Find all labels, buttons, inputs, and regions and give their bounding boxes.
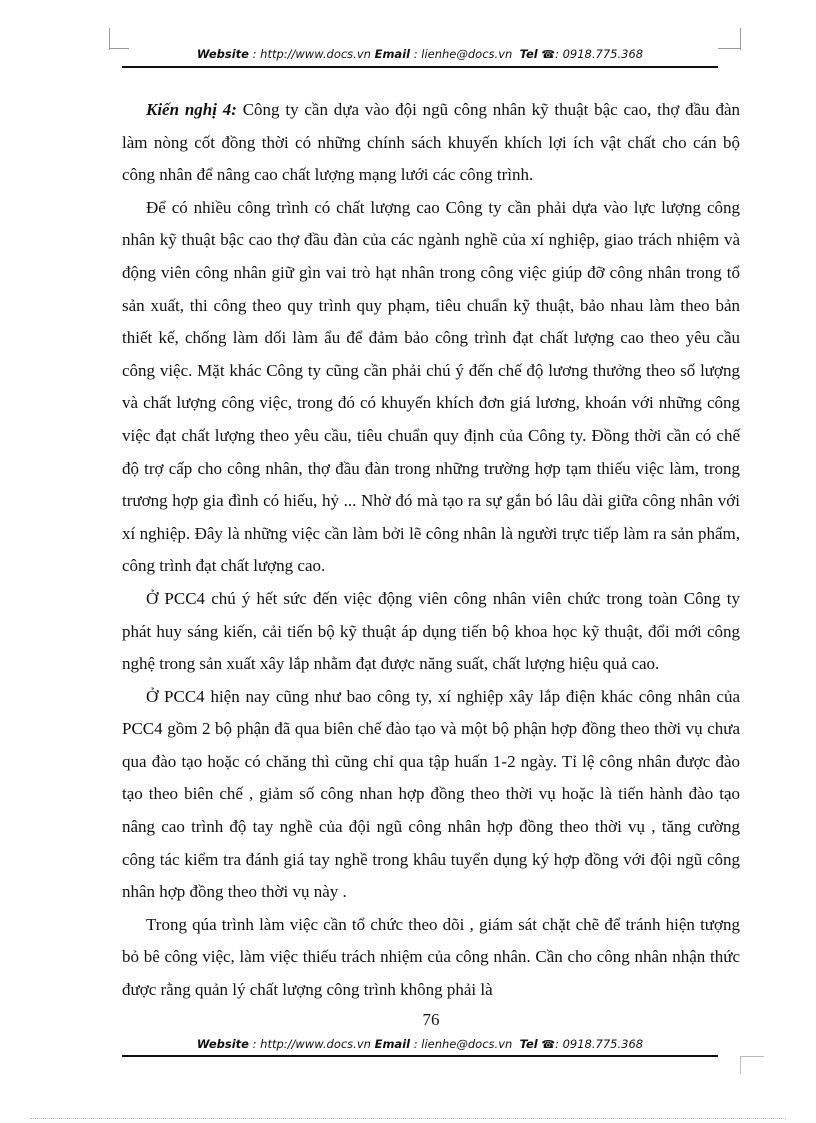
recommendation-heading: Kiến nghị 4: <box>146 100 237 119</box>
header-tel-value: : 0918.775.368 <box>555 47 644 61</box>
telephone-icon: ☎ <box>541 48 556 61</box>
header-email-label: Email <box>374 47 411 61</box>
header-email-sep: : <box>410 47 422 61</box>
page-bottom-edge <box>30 1118 786 1119</box>
page-number: 76 <box>422 1010 440 1029</box>
header-tel-label: Tel <box>519 47 538 61</box>
paragraph-4: Ở PCC4 hiện nay cũng như bao công ty, xí nghiệp xây lắp điện khác công nhân của PCC4 gồm 2 bộ phận đã qua biên chế đào tạo và một bộ phận hợp đồng theo thời vụ chưa qua đào tạo hoặc có chăng thì cũng chỉ qua tập huấn 1-2 ngày. Tỉ lệ công nhân được đào tạo theo biên chế , giảm số công nhan hợp đồng theo thời vụ hoặc là tiến hành đào tạo nâng cao trình độ tay nghề của đội ngũ công nhân hợp đồng theo thời vụ , tăng cường công tác kiểm tra đánh giá tay nghề trong khâu tuyển dụng ký hợp đồng với đội ngũ công nhân hợp đồng theo thời vụ này . <box>122 686 740 902</box>
footer-website-sep: : <box>248 1037 261 1051</box>
footer-website-label: Website <box>196 1037 249 1051</box>
footer-telephone-icon: ☎ <box>541 1038 556 1051</box>
header-email-value: lienhe@docs.vn <box>421 47 513 61</box>
footer-tel-label: Tel <box>519 1037 538 1051</box>
crop-mark-top-left <box>109 28 110 50</box>
paragraph-5: Trong qúa trình làm việc cần tổ chức theo dõi , giám sát chặt chẽ để tránh hiện tượng bỏ bê công việc, làm việc thiếu trách nhiệm của công nhân. Cần cho công nhân nhận thức được rằng quản lý chất lượng công trình không phải là <box>122 914 740 1000</box>
header-website-url: http://www.docs.vn <box>260 47 371 61</box>
footer-website-url: http://www.docs.vn <box>260 1037 371 1051</box>
footer-email-label: Email <box>374 1037 411 1051</box>
header-website-label: Website <box>196 47 249 61</box>
crop-mark-top-right <box>740 28 741 50</box>
header-website-sep: : <box>248 47 261 61</box>
paragraph-2: Để có nhiều công trình có chất lượng cao Công ty cần phải dựa vào lực lượng công nhân kỹ thuật bậc cao thợ đầu đàn của các ngành nghề của xí nghiệp, giao trách nhiệm và động viên công nhân giữ gìn vai trò hạt nhân trong công việc giúp đỡ công nhân trong tổ sản xuất, thi công theo quy trình quy phạm, tiêu chuẩn kỹ thuật, bảo nhau làm theo bản thiết kế, chống làm dối làm ẩu để đảm bảo công trình đạt chất lượng cao theo yêu cầu công việc. Mặt khác Công ty cũng cần phải chú ý đến chế độ lương thưởng theo số lượng và chất lượng công việc, trong đó có khuyến khích đơn giá lương, khoán với những công việc đạt chất lượng theo yêu cầu, tiêu chuẩn quy định của Công ty. Đồng thời cần có chế độ trợ cấp cho công nhân, thợ đầu đàn trong những trường hợp tạm thiếu việc làm, trong trương hợp gia đình có hiếu, hỷ ... Nhờ đó mà tạo ra sự gắn bó lâu dài giữa công nhân với xí nghiệp. Đây là những việc cần làm bởi lẽ công nhân là người trực tiếp làm ra sản phẩm, công trình đạt chất lượng cao. <box>122 197 740 576</box>
body-text <box>122 94 740 1007</box>
paragraph-3: Ở PCC4 chú ý hết sức đến việc động viên công nhân viên chức trong toàn Công ty phát huy sáng kiến, cải tiến bộ kỹ thuật áp dụng tiến bộ khoa học kỹ thuật, đổi mới công nghệ trong sản xuất xây lắp nhằm đạt được năng suất, chất lượng hiệu quả cao. <box>122 588 740 674</box>
crop-mark-bottom-right-h <box>740 1056 764 1057</box>
page-header <box>122 44 718 68</box>
page-footer <box>122 1035 718 1057</box>
crop-mark-bottom-right <box>740 1056 741 1074</box>
crop-mark-top-right-h <box>718 48 740 49</box>
paragraph-1 <box>122 94 740 192</box>
footer-email-sep: : <box>410 1037 422 1051</box>
footer-email-value: lienhe@docs.vn <box>421 1037 513 1051</box>
paragraph-1-text: Công ty cần dựa vào đội ngũ công nhân kỹ thuật bậc cao, thợ đầu đàn làm nòng cốt đồng thời có những chính sách khuyến khích lợi ích vật chất cho cán bộ công nhân để nâng cao chất lượng mạng lưới các công trình. <box>122 100 741 185</box>
footer-tel-value: : 0918.775.368 <box>555 1037 644 1051</box>
